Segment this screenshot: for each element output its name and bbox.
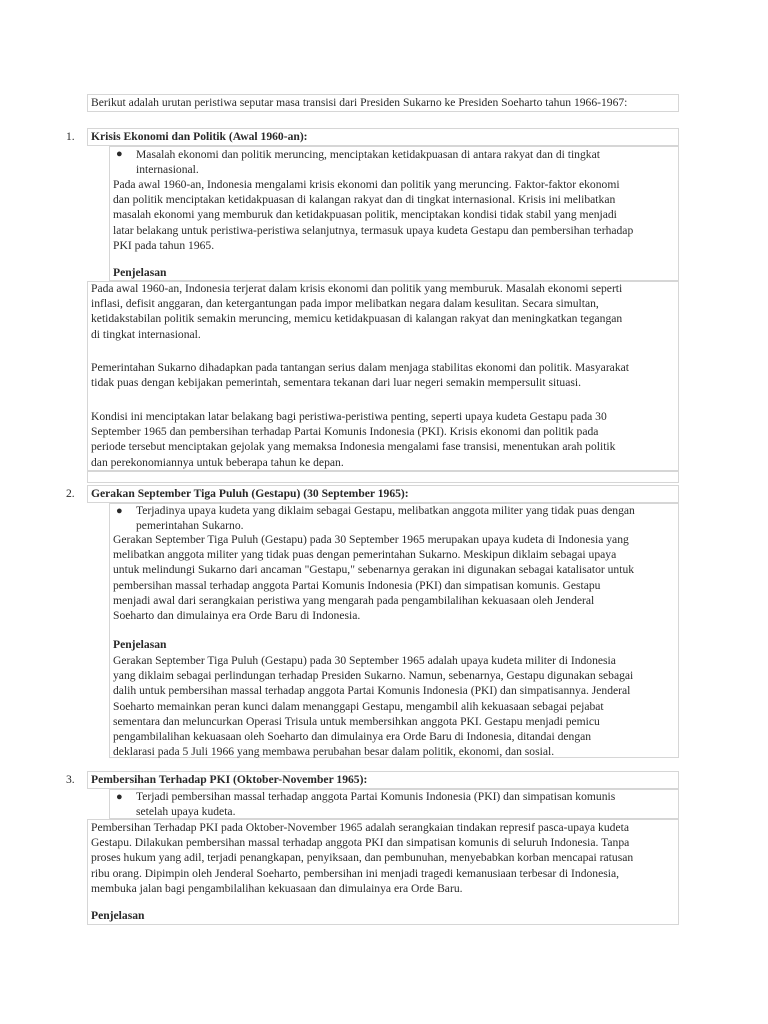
section-1-end-row — [87, 471, 679, 483]
section-1-bullet-text: Masalah ekonomi dan politik meruncing, menciptakan ketidakpuasan di antara rakyat dan di tingkat internasional. — [136, 148, 600, 177]
section-1-bullet-icon: ● — [116, 148, 123, 160]
section-1-explanation-p3: Kondisi ini menciptakan latar belakang bagi peristiwa-peristiwa penting, seperti upaya kudeta Gestapu pada 30 September 1965 dan pembersihan terhadap Partai Komunis Indonesia (PKI). Krisis ekonomi dan politik pada periode tersebut menciptakan gejolak yang memaksa Indonesia mengalami fase transisi, menentukan arah politik dan perekonomiannya untuk beberapa tahun ke depan. — [91, 410, 616, 469]
section-2-explanation-p1: Gerakan September Tiga Puluh (Gestapu) pada 30 September 1965 adalah upaya kudeta militer di Indonesia yang diklaim sebagai perlindungan terhadap Presiden Sukarno. Namun, sebenarnya, Gestapu digunakan sebagai dalih untuk pembersihan massal terhadap anggota Partai Komunis Indonesia (PKI) dan simpatisannya. Jenderal Soeharto memainkan peran kunci dalam menanggapi Gestapu, mengambil alih kekuasaan sebagai pejabat sementara dan meluncurkan Operasi Trisula untuk membersihkan anggota PKI. Gestapu menjadi pemicu pengambilalihan kekuasaan oleh Soeharto dan dimulainya era Orde Baru di Indonesia, ditandai dengan deklarasi pada 5 Juli 1966 yang membawa perubahan besar dalam politik, ekonomi, dan sosial. — [113, 654, 634, 759]
section-3-bullet-text: Terjadi pembersihan massal terhadap anggota Partai Komunis Indonesia (PKI) dan simpatisan komunis setelah upaya kudeta. — [136, 790, 616, 819]
section-2-explanation-label: Penjelasan — [113, 638, 167, 651]
section-1-explanation-p1: Pada awal 1960-an, Indonesia terjerat dalam krisis ekonomi dan politik yang memburuk. Masalah ekonomi seperti inflasi, defisit anggaran, dan ketergantungan pada impor melibatkan negara dalam kesulitan. Secara simultan, ketidakstabilan politik semakin meruncing, memicu ketidakpuasan di kalangan rakyat dan meningkatkan tegangan di tingkat internasional. — [91, 282, 623, 341]
section-2-bullet-icon: ● — [116, 505, 123, 517]
section-1-summary: Pada awal 1960-an, Indonesia mengalami krisis ekonomi dan politik yang meruncing. Faktor-faktor ekonomi dan politik menciptakan ketidakpuasan di kalangan rakyat dan di tingkat internasional. Krisis ini melibatkan masalah ekonomi yang memburuk dan ketidakpuasan politik, menciptakan kondisi tidak stabil yang menjadi latar belakang untuk peristiwa-peristiwa selanjutnya, termasuk upaya kudeta Gestapu dan pembersihan terhadap PKI pada tahun 1965. — [113, 178, 634, 252]
intro-text: Berikut adalah urutan peristiwa seputar masa transisi dari Presiden Sukarno ke Presiden Soeharto tahun 1966-1967: — [91, 96, 628, 109]
section-3-heading: Pembersihan Terhadap PKI (Oktober-November 1965): — [91, 773, 368, 786]
section-1-explanation-p2: Pemerintahan Sukarno dihadapkan pada tantangan serius dalam menjaga stabilitas ekonomi dan politik. Masyarakat tidak puas dengan kebijakan pemerintah, sementara tekanan dari luar negeri semakin mempersulit situasi. — [91, 361, 629, 390]
section-1-heading: Krisis Ekonomi dan Politik (Awal 1960-an): — [91, 130, 308, 143]
section-1-number: 1. — [66, 130, 75, 143]
section-2-summary: Gerakan September Tiga Puluh (Gestapu) pada 30 September 1965 merupakan upaya kudeta di Indonesia yang melibatkan anggota militer yang tidak puas dengan pemerintahan Sukarno. Meskipun diklaim sebagai upaya untuk melindungi Sukarno dari ancaman "Gestapu," sebenarnya gerakan ini digunakan sebagai katalisator untuk pembersihan massal terhadap anggota Partai Komunis Indonesia (PKI) dan simpatisan komunis. Gestapu menjadi awal dari serangkaian peristiwa yang mengarah pada pengambilalihan kekuasaan oleh Jenderal Soeharto dan dimulainya era Orde Baru di Indonesia. — [113, 533, 635, 623]
section-2-bullet-text: Terjadinya upaya kudeta yang diklaim sebagai Gestapu, melibatkan anggota militer yang tidak puas dengan pemerintahan Sukarno. — [136, 504, 635, 533]
section-1-explanation-label: Penjelasan — [113, 266, 167, 279]
section-2-heading: Gerakan September Tiga Puluh (Gestapu) (30 September 1965): — [91, 487, 409, 500]
section-2-number: 2. — [66, 487, 75, 500]
section-3-summary: Pembersihan Terhadap PKI pada Oktober-November 1965 adalah serangkaian tindakan represif pasca-upaya kudeta Gestapu. Dilakukan pembersihan massal terhadap anggota PKI dan simpatisan komunis di seluruh Indonesia. Tanpa proses hukum yang adil, terjadi penangkapan, penyiksaan, dan pembunuhan, menyebabkan korban mencapai ratusan ribu orang. Dipimpin oleh Jenderal Soeharto, pembersihan ini menjadi tragedi kemanusiaan terbesar di Indonesia, membuka jalan bagi pengambilalihan kekuasaan dan dimulainya era Orde Baru. — [91, 821, 634, 895]
section-3-explanation-label: Penjelasan — [91, 909, 145, 922]
section-3-bullet-icon: ● — [116, 791, 123, 803]
section-3-number: 3. — [66, 773, 75, 786]
